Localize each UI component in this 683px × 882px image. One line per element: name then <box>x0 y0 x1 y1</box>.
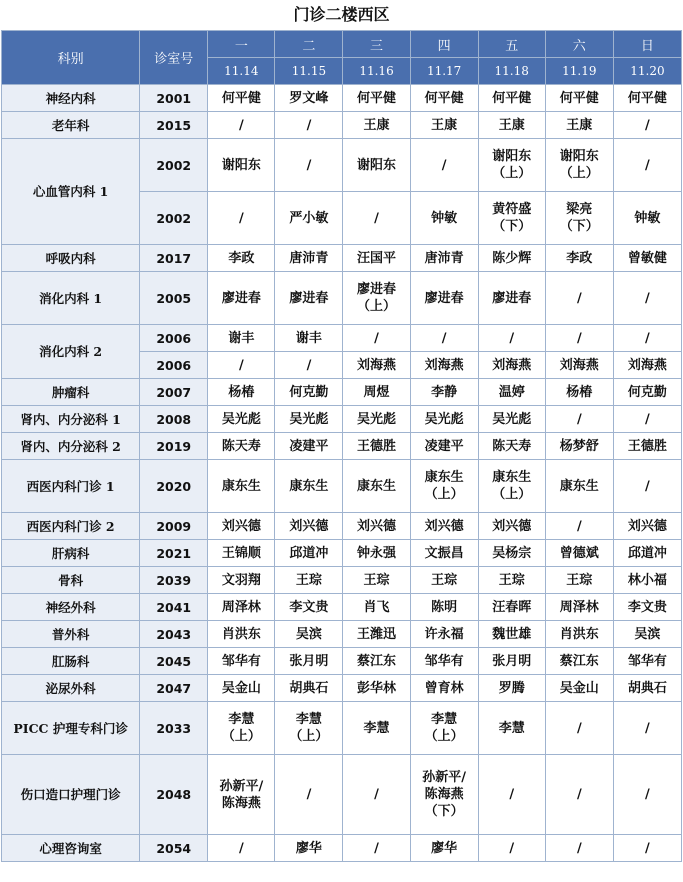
doctor-cell: / <box>478 755 545 835</box>
doctor-cell: / <box>208 352 275 379</box>
doctor-cell: 邱道冲 <box>613 540 681 567</box>
doctor-cell: / <box>410 325 478 352</box>
doctor-cell: 文振昌 <box>410 540 478 567</box>
doctor-cell: / <box>343 325 410 352</box>
room-number: 2009 <box>140 513 208 540</box>
doctor-cell: 李文贵 <box>613 594 681 621</box>
doctor-cell: / <box>613 406 681 433</box>
header-weekday: 五 <box>478 31 545 58</box>
doctor-cell: / <box>545 513 613 540</box>
doctor-cell: 廖进春 <box>410 272 478 325</box>
doctor-cell: 王琮 <box>478 567 545 594</box>
doctor-cell: 肖飞 <box>343 594 410 621</box>
doctor-cell: 王琮 <box>545 567 613 594</box>
dept-name: 伤口造口护理门诊 <box>2 755 140 835</box>
room-number: 2006 <box>140 325 208 352</box>
doctor-cell: 杨椿 <box>208 379 275 406</box>
doctor-cell: / <box>613 325 681 352</box>
header-date: 11.15 <box>275 58 343 85</box>
doctor-cell: 李慧 （上） <box>410 702 478 755</box>
table-row <box>2 406 682 433</box>
doctor-cell: 王康 <box>545 112 613 139</box>
header-date: 11.20 <box>613 58 681 85</box>
room-number: 2048 <box>140 755 208 835</box>
table-row <box>2 433 682 460</box>
dept-name: 肿瘤科 <box>2 379 140 406</box>
table-row <box>2 325 682 352</box>
doctor-cell: 汪国平 <box>343 245 410 272</box>
doctor-cell: 李慧 （上） <box>208 702 275 755</box>
doctor-cell: 王康 <box>410 112 478 139</box>
room-number: 2002 <box>140 192 208 245</box>
dept-name: 普外科 <box>2 621 140 648</box>
header-weekday: 日 <box>613 31 681 58</box>
doctor-cell: 吴滨 <box>613 621 681 648</box>
dept-name: 心理咨询室 <box>2 835 140 862</box>
doctor-cell: 何平健 <box>545 85 613 112</box>
doctor-cell: 何克勤 <box>275 379 343 406</box>
doctor-cell: / <box>343 192 410 245</box>
doctor-cell: 邹华有 <box>208 648 275 675</box>
doctor-cell: 谢丰 <box>208 325 275 352</box>
dept-name: 肛肠科 <box>2 648 140 675</box>
doctor-cell: 周泽林 <box>545 594 613 621</box>
doctor-cell: 廖华 <box>275 835 343 862</box>
doctor-cell: / <box>545 702 613 755</box>
header-weekday: 六 <box>545 31 613 58</box>
doctor-cell: / <box>208 835 275 862</box>
doctor-cell: 刘海燕 <box>613 352 681 379</box>
doctor-cell: 吴光彪 <box>275 406 343 433</box>
header-date: 11.19 <box>545 58 613 85</box>
doctor-cell: 刘兴德 <box>208 513 275 540</box>
doctor-cell: 邹华有 <box>613 648 681 675</box>
room-number: 2021 <box>140 540 208 567</box>
room-number: 2017 <box>140 245 208 272</box>
doctor-cell: 刘兴德 <box>343 513 410 540</box>
room-number: 2008 <box>140 406 208 433</box>
dept-name: PICC 护理专科门诊 <box>2 702 140 755</box>
doctor-cell: / <box>343 755 410 835</box>
doctor-cell: / <box>410 139 478 192</box>
doctor-cell: 魏世雄 <box>478 621 545 648</box>
table-body <box>2 85 682 862</box>
room-number: 2015 <box>140 112 208 139</box>
doctor-cell: 康东生 <box>208 460 275 513</box>
doctor-cell: 何平健 <box>343 85 410 112</box>
doctor-cell: 何克勤 <box>613 379 681 406</box>
dept-name: 骨科 <box>2 567 140 594</box>
doctor-cell: 刘兴德 <box>478 513 545 540</box>
doctor-cell: 康东生 <box>275 460 343 513</box>
header-room: 诊室号 <box>140 31 208 85</box>
doctor-cell: 曾敏健 <box>613 245 681 272</box>
doctor-cell: / <box>275 112 343 139</box>
doctor-cell: 刘兴德 <box>275 513 343 540</box>
doctor-cell: 孙新平/ 陈海燕 （下） <box>410 755 478 835</box>
room-number: 2005 <box>140 272 208 325</box>
doctor-cell: 李政 <box>545 245 613 272</box>
doctor-cell: 廖进春 <box>478 272 545 325</box>
doctor-cell: 张月明 <box>275 648 343 675</box>
doctor-cell: / <box>478 325 545 352</box>
doctor-cell: 陈天寿 <box>208 433 275 460</box>
table-row <box>2 621 682 648</box>
doctor-cell: 陈明 <box>410 594 478 621</box>
room-number: 2041 <box>140 594 208 621</box>
doctor-cell: 吴光彪 <box>208 406 275 433</box>
room-number: 2006 <box>140 352 208 379</box>
doctor-cell: 邱道冲 <box>275 540 343 567</box>
header-date: 11.17 <box>410 58 478 85</box>
doctor-cell: 李政 <box>208 245 275 272</box>
table-row <box>2 835 682 862</box>
table-header <box>2 31 682 85</box>
doctor-cell: 刘兴德 <box>613 513 681 540</box>
doctor-cell: 康东生 （上） <box>478 460 545 513</box>
doctor-cell: 胡典石 <box>275 675 343 702</box>
doctor-cell: 严小敏 <box>275 192 343 245</box>
doctor-cell: / <box>613 702 681 755</box>
doctor-cell: 吴杨宗 <box>478 540 545 567</box>
doctor-cell: 唐沛青 <box>275 245 343 272</box>
table-row <box>2 460 682 513</box>
doctor-cell: 杨椿 <box>545 379 613 406</box>
doctor-cell: 吴滨 <box>275 621 343 648</box>
room-number: 2007 <box>140 379 208 406</box>
doctor-cell: 罗文峰 <box>275 85 343 112</box>
doctor-cell: 吴金山 <box>545 675 613 702</box>
doctor-cell: 陈少辉 <box>478 245 545 272</box>
doctor-cell: / <box>613 460 681 513</box>
doctor-cell: 温婷 <box>478 379 545 406</box>
doctor-cell: 罗腾 <box>478 675 545 702</box>
doctor-cell: 廖进春 <box>275 272 343 325</box>
doctor-cell: 李慧 <box>478 702 545 755</box>
doctor-cell: 廖进春 （上） <box>343 272 410 325</box>
header-weekday: 三 <box>343 31 410 58</box>
doctor-cell: 杨梦舒 <box>545 433 613 460</box>
table-row <box>2 245 682 272</box>
header-weekday: 二 <box>275 31 343 58</box>
doctor-cell: 蔡江东 <box>343 648 410 675</box>
doctor-cell: / <box>478 835 545 862</box>
doctor-cell: 吴光彪 <box>478 406 545 433</box>
doctor-cell: 李静 <box>410 379 478 406</box>
doctor-cell: / <box>275 755 343 835</box>
doctor-cell: 孙新平/ 陈海燕 <box>208 755 275 835</box>
doctor-cell: / <box>613 112 681 139</box>
doctor-cell: 王康 <box>343 112 410 139</box>
doctor-cell: 何平健 <box>208 85 275 112</box>
doctor-cell: / <box>613 139 681 192</box>
dept-name: 心血管内科 1 <box>2 139 140 245</box>
doctor-cell: 王锦顺 <box>208 540 275 567</box>
doctor-cell: 康东生 （上） <box>410 460 478 513</box>
doctor-cell: 何平健 <box>410 85 478 112</box>
page-title: 门诊二楼西区 <box>293 5 390 24</box>
doctor-cell: 王潍迅 <box>343 621 410 648</box>
doctor-cell: 康东生 <box>545 460 613 513</box>
doctor-cell: 彭华林 <box>343 675 410 702</box>
doctor-cell: / <box>545 272 613 325</box>
table-row <box>2 755 682 835</box>
doctor-cell: 胡典石 <box>613 675 681 702</box>
doctor-cell: 肖洪东 <box>545 621 613 648</box>
doctor-cell: 谢丰 <box>275 325 343 352</box>
dept-name: 消化内科 1 <box>2 272 140 325</box>
doctor-cell: 林小福 <box>613 567 681 594</box>
table-row <box>2 85 682 112</box>
room-number: 2047 <box>140 675 208 702</box>
doctor-cell: 张月明 <box>478 648 545 675</box>
doctor-cell: 谢阳东 （上） <box>545 139 613 192</box>
table-row <box>2 702 682 755</box>
doctor-cell: 刘海燕 <box>410 352 478 379</box>
dept-name: 神经外科 <box>2 594 140 621</box>
table-row <box>2 272 682 325</box>
doctor-cell: 王德胜 <box>343 433 410 460</box>
doctor-cell: 钟敏 <box>613 192 681 245</box>
doctor-cell: 邹华有 <box>410 648 478 675</box>
doctor-cell: / <box>613 835 681 862</box>
doctor-cell: 黄符盛 （下） <box>478 192 545 245</box>
table-row <box>2 112 682 139</box>
doctor-cell: 刘海燕 <box>545 352 613 379</box>
doctor-cell: / <box>545 755 613 835</box>
doctor-cell: 汪春晖 <box>478 594 545 621</box>
doctor-cell: 李慧 <box>343 702 410 755</box>
doctor-cell: 周泽林 <box>208 594 275 621</box>
doctor-cell: / <box>275 352 343 379</box>
room-number: 2045 <box>140 648 208 675</box>
table-row <box>2 675 682 702</box>
doctor-cell: 许永福 <box>410 621 478 648</box>
doctor-cell: / <box>343 835 410 862</box>
table-row <box>2 540 682 567</box>
doctor-cell: 钟敏 <box>410 192 478 245</box>
doctor-cell: 吴光彪 <box>410 406 478 433</box>
doctor-cell: 钟永强 <box>343 540 410 567</box>
doctor-cell: 康东生 <box>343 460 410 513</box>
doctor-cell: 陈天寿 <box>478 433 545 460</box>
doctor-cell: / <box>613 272 681 325</box>
table-row <box>2 567 682 594</box>
doctor-cell: 凌建平 <box>410 433 478 460</box>
doctor-cell: 蔡江东 <box>545 648 613 675</box>
doctor-cell: / <box>613 755 681 835</box>
table-row <box>2 139 682 192</box>
schedule-table <box>1 30 682 862</box>
table-row <box>2 513 682 540</box>
dept-name: 西医内科门诊 2 <box>2 513 140 540</box>
room-number: 2054 <box>140 835 208 862</box>
header-date: 11.16 <box>343 58 410 85</box>
doctor-cell: 文羽翔 <box>208 567 275 594</box>
doctor-cell: / <box>545 406 613 433</box>
doctor-cell: / <box>208 112 275 139</box>
room-number: 2043 <box>140 621 208 648</box>
table-row <box>2 648 682 675</box>
doctor-cell: 王康 <box>478 112 545 139</box>
table-row <box>2 379 682 406</box>
doctor-cell: 谢阳东 （上） <box>478 139 545 192</box>
doctor-cell: 何平健 <box>613 85 681 112</box>
doctor-cell: 廖进春 <box>208 272 275 325</box>
doctor-cell: 李慧 （上） <box>275 702 343 755</box>
dept-name: 肾内、内分泌科 2 <box>2 433 140 460</box>
doctor-cell: / <box>275 139 343 192</box>
doctor-cell: 谢阳东 <box>343 139 410 192</box>
dept-name: 神经内科 <box>2 85 140 112</box>
doctor-cell: 刘海燕 <box>478 352 545 379</box>
doctor-cell: 王琮 <box>275 567 343 594</box>
doctor-cell: / <box>545 835 613 862</box>
doctor-cell: 吴金山 <box>208 675 275 702</box>
doctor-cell: 王德胜 <box>613 433 681 460</box>
doctor-cell: 曾育林 <box>410 675 478 702</box>
header-date: 11.18 <box>478 58 545 85</box>
dept-name: 肝病科 <box>2 540 140 567</box>
room-number: 2001 <box>140 85 208 112</box>
header-weekday: 一 <box>208 31 275 58</box>
doctor-cell: 凌建平 <box>275 433 343 460</box>
doctor-cell: 谢阳东 <box>208 139 275 192</box>
header-dept: 科别 <box>2 31 140 85</box>
doctor-cell: 唐沛青 <box>410 245 478 272</box>
dept-name: 肾内、内分泌科 1 <box>2 406 140 433</box>
doctor-cell: 吴光彪 <box>343 406 410 433</box>
room-number: 2039 <box>140 567 208 594</box>
dept-name: 老年科 <box>2 112 140 139</box>
header-date: 11.14 <box>208 58 275 85</box>
room-number: 2002 <box>140 139 208 192</box>
table-row <box>2 594 682 621</box>
doctor-cell: 周煜 <box>343 379 410 406</box>
doctor-cell: / <box>208 192 275 245</box>
doctor-cell: 李文贵 <box>275 594 343 621</box>
dept-name: 消化内科 2 <box>2 325 140 379</box>
doctor-cell: 刘海燕 <box>343 352 410 379</box>
room-number: 2033 <box>140 702 208 755</box>
doctor-cell: 王琮 <box>410 567 478 594</box>
doctor-cell: / <box>545 325 613 352</box>
doctor-cell: 廖华 <box>410 835 478 862</box>
doctor-cell: 刘兴德 <box>410 513 478 540</box>
doctor-cell: 肖洪东 <box>208 621 275 648</box>
doctor-cell: 王琮 <box>343 567 410 594</box>
header-weekday: 四 <box>410 31 478 58</box>
dept-name: 呼吸内科 <box>2 245 140 272</box>
dept-name: 泌尿外科 <box>2 675 140 702</box>
room-number: 2020 <box>140 460 208 513</box>
doctor-cell: 何平健 <box>478 85 545 112</box>
doctor-cell: 梁亮 （下） <box>545 192 613 245</box>
room-number: 2019 <box>140 433 208 460</box>
doctor-cell: 曾德斌 <box>545 540 613 567</box>
dept-name: 西医内科门诊 1 <box>2 460 140 513</box>
